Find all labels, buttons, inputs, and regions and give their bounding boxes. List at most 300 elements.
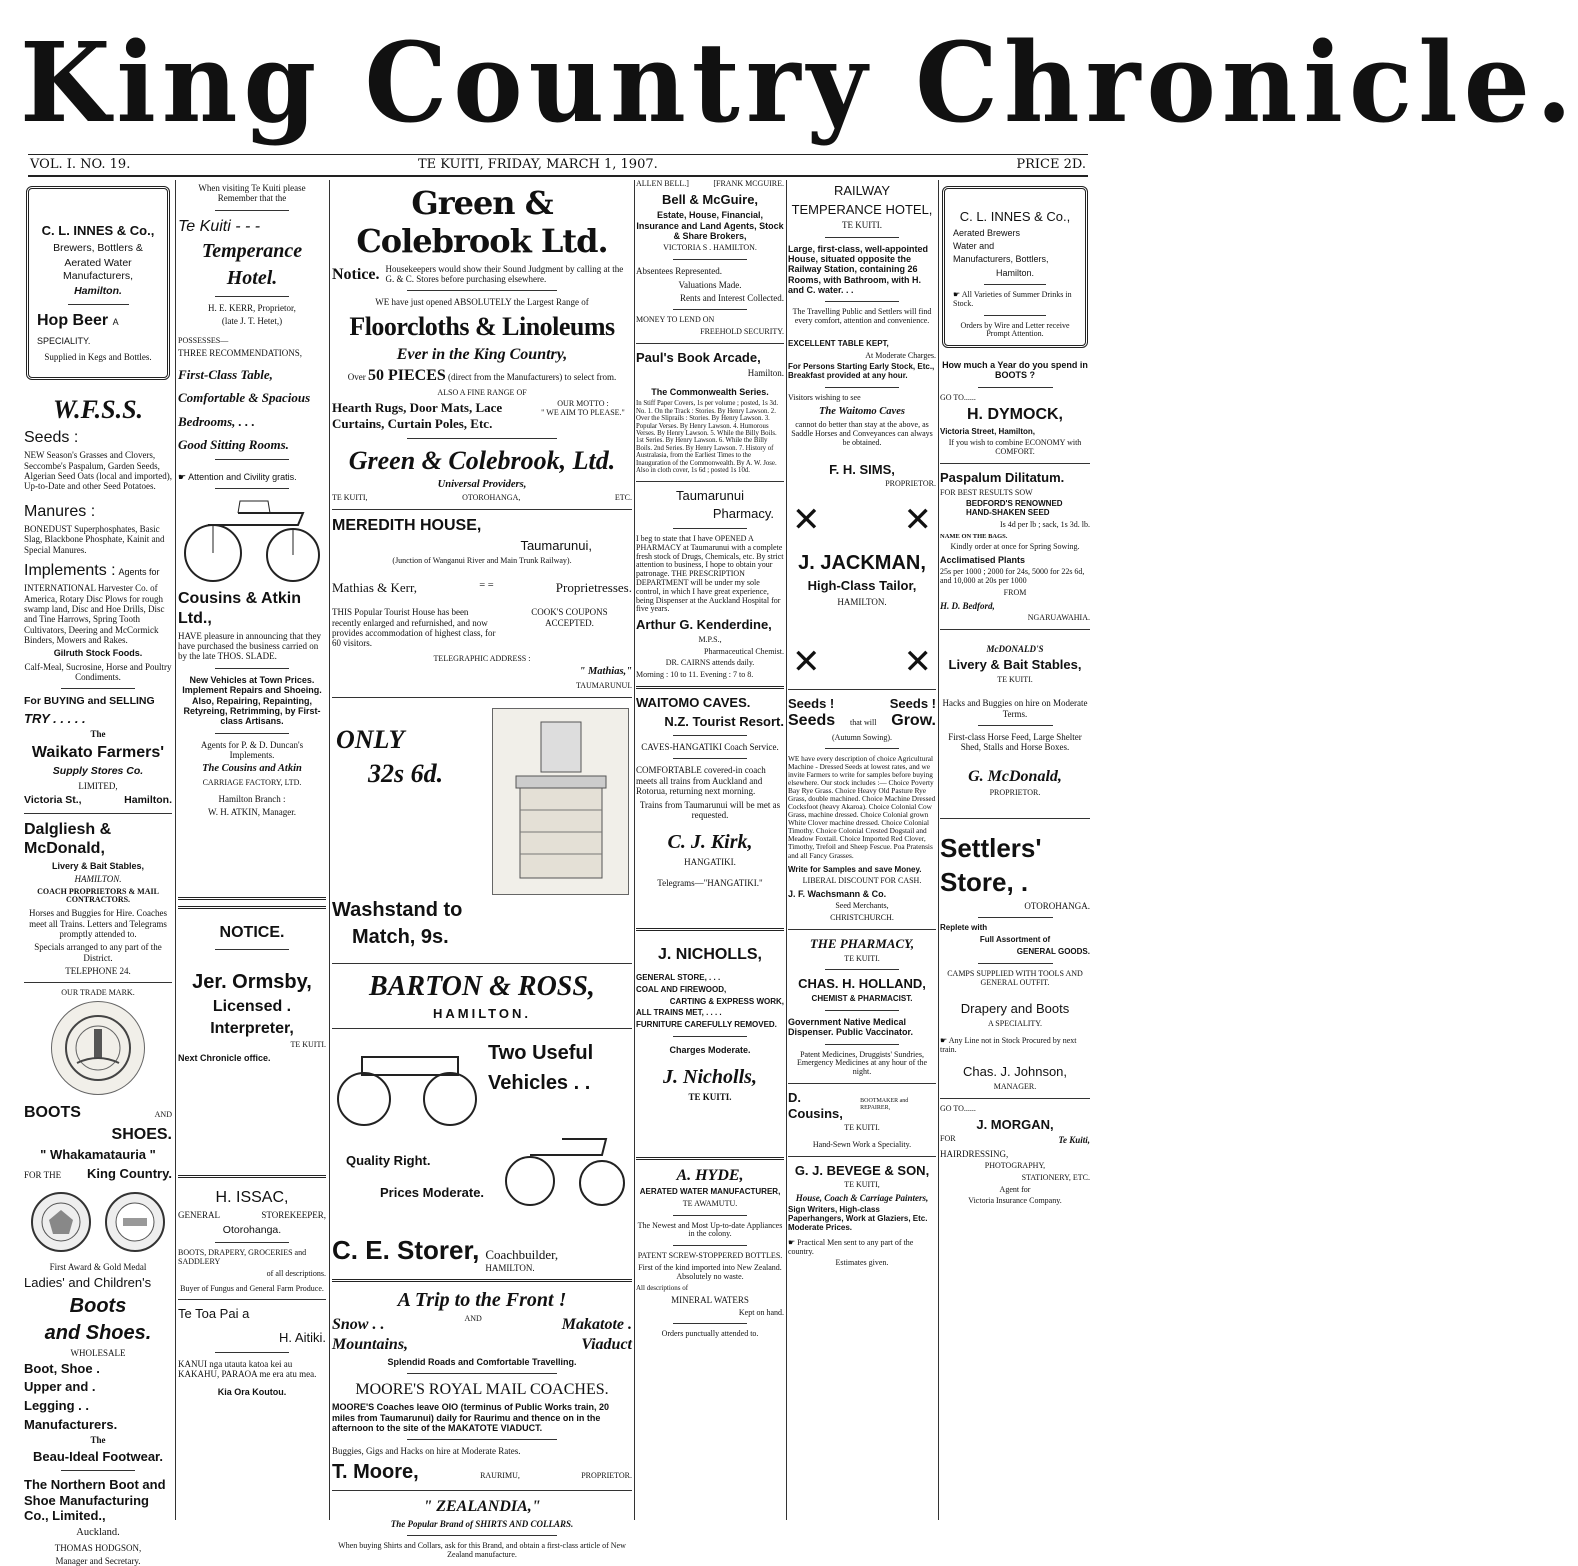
pharmacy-heading: Pharmacy. (712, 506, 774, 522)
go-to-2: GO TO...... (940, 1103, 976, 1113)
barton-ross: BARTON & ROSS, (369, 970, 595, 1002)
coal-firewood: COAL AND FIREWOOD, (636, 984, 727, 994)
dymock-address: Victoria Street, Hamilton, (940, 426, 1035, 436)
ever-king-country: Ever in the King Country, (396, 346, 568, 363)
horses-hire: Horses and Buggies for Hire. Coaches meet all Trains. Letters and Telegrams promptly attended to. (29, 908, 167, 939)
mountains-row: Mountains, Viaduct (332, 1335, 632, 1353)
green-colebrook-title: Green & Colebrook Ltd. (356, 184, 608, 261)
jer-ormsby: Jer. Ormsby, (192, 970, 312, 993)
d-cousins-row: D. Cousins, BOOTMAKER and REPAIRER, (788, 1089, 909, 1121)
mathias-taumarunui: TAUMARUNUI. (575, 681, 632, 691)
hd-bedford: H. D. Bedford, (940, 600, 995, 611)
drapery-boots: Drapery and Boots (960, 1001, 1070, 1017)
shoes-heading: SHOES. (111, 1126, 172, 1144)
medal-icon (29, 1190, 93, 1254)
only-label: ONLY (336, 724, 405, 754)
economy-comfort: If you wish to combine ECONOMY with COMFORT. (948, 438, 1082, 457)
junction: (Junction of Wanganui River and Main Trunk Railway). (392, 555, 572, 565)
next-office: Next Chronicle office. (178, 1052, 271, 1063)
and-shoes-italic: and Shoes. (44, 1321, 152, 1344)
issac-otorohanga: Otorohanga. (222, 1223, 282, 1236)
commonwealth: The Commonwealth Series. (651, 386, 769, 397)
gc-locations: TE KUITI, OTOROHANGA, ETC. (332, 493, 632, 503)
mcd-proprietor: PROPRIETOR. (989, 787, 1041, 797)
meredith-house: MEREDITH HOUSE, (332, 517, 482, 535)
try-line: TRY . . . . . (24, 710, 86, 726)
seed-list: WE have every description of choice Agricultural Machine - Dressed Seeds at lowest rates, and we invite Farmers to write for samples before buying elsewhere. Our stock includes :— Choice Poverty Bay Rye Grass. Choice Heavy Old Pasture Rye Grass, double machined. Choice Machine Dressed Cocksfoot (heavy Akaroa). Choice Colonial Cow Grass, machine dressed. Choice Colonial grown White Clover machine dressed. Choice Colonial Timothy. Choice Colonial Crested Dogstail and Meadow Foxtail. Choice Imported Red Clover, Timothy, Trefoil and Sheep Fescue. Poa Pratensis and all Fancy Grasses. (788, 754, 936, 860)
limited: LIMITED, (78, 780, 118, 791)
bell-mcguire: Bell & McGuire, (661, 191, 759, 207)
implements-text: INTERNATIONAL Harvester Co. of America, Rotary Disc Plows for rough swamp land, Disc and Hoe Drills, Disc and Tine Harrows, Spring Tooth Cultivators, Deering and McCormick Binders, Mowers and Rakes. (24, 583, 165, 645)
buggy-icon (178, 495, 326, 585)
railway-te-kuiti: TE KUITI. (842, 220, 882, 231)
innes-line: Manufacturers, Bottlers, (953, 254, 1049, 265)
king-country-line: FOR THE King Country. (24, 1165, 172, 1181)
whakamatauria: " Whakamatauria " (40, 1147, 156, 1163)
paspalum: Paspalum Dilitatum. (940, 470, 1065, 486)
buggies-gigs: Buggies, Gigs and Hacks on hire at Moderate Rates. (332, 1446, 521, 1457)
morgan-for: FOR Te Kuiti, (940, 1134, 1090, 1146)
orders-wire: Orders by Wire and Letter receive Prompt Attention. (960, 320, 1070, 339)
good-sitting: Good Sitting Rooms. (178, 437, 289, 453)
gc-notice-row (332, 264, 632, 285)
northern-auckland: Auckland. (76, 1526, 120, 1538)
moores-text: MOORE'S Coaches leave OIO (terminus of Public Works train, 20 miles from Taumarunui) daily for Raurimu and thence on in the afternoon to the site of the MAKATOTE VIADUCT. (332, 1402, 610, 1433)
pauls-arcade: Paul's Book Arcade, (636, 349, 761, 365)
floorcloths: Floorcloths & Linoleums (349, 311, 615, 341)
issue-date: TE KUITI, FRIDAY, MARCH 1, 1907. (418, 157, 658, 172)
innes-ad-2 (942, 186, 1088, 348)
pointing-hand-icon: ☛ (788, 1237, 796, 1247)
dymock: H. DYMOCK, (967, 406, 1063, 424)
stationery: STATIONERY, ETC. (1021, 1172, 1090, 1182)
telephone: TELEPHONE 24. (65, 965, 131, 976)
pointing-hand-icon: ☛ (940, 1035, 948, 1045)
excellent-table: EXCELLENT TABLE KEPT, (788, 338, 889, 348)
manufacturers: Manufacturers. (24, 1416, 118, 1432)
carriage-image (178, 495, 326, 585)
vehicles-ad (332, 1035, 632, 1235)
temperance: Temperance (201, 239, 303, 262)
storer-name: C. E. Storer, (332, 1235, 480, 1266)
camps-supplied: CAMPS SUPPLIED WITH TOOLS AND GENERAL OUTFIT. (947, 968, 1083, 987)
of-all-desc: of all descriptions. (266, 1268, 326, 1278)
trade-mark-label: OUR TRADE MARK. (61, 988, 135, 998)
rents: Rents and Interest Collected. (680, 292, 784, 303)
replete: Replete with (940, 923, 988, 933)
gilruth: Gilruth Stock Foods. (53, 648, 143, 659)
dal-livery: Livery & Bait Stables, (51, 860, 145, 871)
column-6 (940, 180, 1090, 1520)
furniture: FURNITURE CAREFULLY REMOVED. (636, 1020, 777, 1030)
mineral-waters: MINERAL WATERS (671, 1295, 749, 1306)
horse-feed: First-class Horse Feed, Large Shelter Shed, Stalls and Horse Boxes. (948, 732, 1082, 753)
kept-on-hand: Kept on hand. (738, 1307, 784, 1317)
victoria-insurance: Victoria Insurance Company. (968, 1196, 1062, 1206)
large-house: Large, first-class, well-appointed House, situated opposite the Railway Station, containing 26 Rooms, with Bathroom, with H. and C. water. . . (788, 243, 929, 295)
trip-front: A Trip to the Front ! (397, 1289, 567, 1312)
manager-secretary: Manager and Secretary. (55, 1555, 141, 1566)
seeds-text: NEW Season's Grasses and Clovers, Seccombe's Paspalum, Garden Seeds, Algerian Seed Oats (local and imported), Up-to-Date and other Seed Potatoes. (24, 450, 172, 492)
aerated-mfr: AERATED WATER MANUFACTURER, (639, 1186, 781, 1196)
upper-and: Upper and . (24, 1379, 96, 1395)
settlers: Settlers' (940, 832, 1042, 863)
govt-dispenser: Government Native Medical Dispenser. Public Vaccinator. (788, 1016, 914, 1038)
innes-line: Hamilton. (995, 267, 1034, 278)
kia-ora: Kia Ora Koutou. (217, 1387, 287, 1398)
legging: Legging . . (24, 1398, 89, 1414)
popular-house: THIS Popular Tourist House has been recently enlarged and refurnished, and now provides accommodation of highest class, for 60 visitors. (332, 607, 496, 649)
innes-line: Water and (953, 240, 995, 251)
issac: H. ISSAC, (215, 1189, 289, 1207)
column-4 (636, 180, 784, 1520)
pharmacy-te-kuiti: TE KUITI. (844, 953, 880, 963)
universal-providers: Universal Providers, (437, 478, 527, 490)
a-speciality: A SPECIALITY. (987, 1019, 1043, 1029)
waikato-farmers: Waikato Farmers' (31, 743, 165, 761)
a-hyde: A. HYDE, (676, 1166, 744, 1184)
cousins-atkin: Cousins & Atkin Ltd., (178, 590, 301, 627)
settlers-otorohanga: OTOROHANGA. (1024, 901, 1090, 912)
seeds-grow-row: Seeds that will Grow. (788, 712, 936, 730)
agent-for: Agent for (999, 1184, 1031, 1194)
dal-hamilton: HAMILTON. (74, 874, 122, 885)
wagon-icon (332, 1039, 482, 1129)
visitors-wishing: Visitors wishing to see (788, 393, 861, 403)
cousins-have: HAVE pleasure in announcing that they have purchased the business carried on by the late THOS. SLADE. (178, 630, 322, 662)
storer-row (332, 1235, 632, 1273)
innes-name: C. L. INNES & Co., (959, 209, 1071, 224)
washstand-price: 32s 6d. (368, 758, 444, 788)
dateline (28, 154, 1088, 177)
nicholls-te-kuiti: TE KUITI. (688, 1092, 732, 1103)
telegraphic-label: TELEGRAPHIC ADDRESS : (433, 653, 531, 663)
holland: CHAS. H. HOLLAND, (798, 976, 926, 992)
pauls-hamilton: Hamilton. (747, 368, 784, 379)
persons-starting: For Persons Starting Early Stock, Etc., Breakfast provided at any hour. (788, 362, 935, 381)
full-assortment: Full Assortment of (979, 935, 1051, 945)
estimates-given: Estimates given. (835, 1258, 889, 1268)
store: Store, . (940, 866, 1029, 897)
trade-mark-image (51, 1001, 145, 1095)
j-morgan: J. MORGAN, (976, 1116, 1054, 1132)
storer-title: Coachbuilder, HAMILTON. (485, 1247, 559, 1273)
te-awamutu: TE AWAMUTU. (682, 1198, 738, 1208)
kenderdine: Arthur G. Kenderdine, (636, 617, 772, 633)
licensed: Licensed . (212, 997, 292, 1015)
waikato-address: Victoria St., Hamilton. (24, 793, 172, 806)
practical-men: ☛ Practical Men sent to any part of the country. (788, 1237, 914, 1256)
issue-price: PRICE 2D. (1016, 157, 1086, 172)
cross-icon: ✕ (903, 500, 932, 541)
bell-names: ALLEN BELL.] [FRANK MCGUIRE. (636, 179, 784, 188)
absentees: Absentees Represented. (636, 266, 722, 277)
meredith-taumarunui: Taumarunui, (520, 538, 592, 554)
all-descriptions: All descriptions of (636, 1283, 689, 1292)
meredith-body (332, 607, 632, 648)
volume-number: VOL. I. NO. 19. (30, 157, 131, 172)
notice-heading: NOTICE. (219, 924, 285, 942)
the-pharmacy: THE PHARMACY, (809, 936, 915, 952)
thomas-hodgson: THOMAS HODGSON, (54, 1542, 142, 1553)
kanui: KANUI nga utauta katoa kei au KAKAHU, PARAOA me era atu mea. (178, 1358, 317, 1379)
hours: Morning : 10 to 11. Evening : 7 to 8. (636, 670, 754, 680)
patent-medicines: Patent Medicines, Druggists' Sundries, Emergency Medicines at any hour of the night. (796, 1049, 928, 1077)
column-3 (332, 180, 632, 1559)
jackman-hamilton: HAMILTON. (837, 596, 887, 607)
cannot-do-better: cannot do better than stay at the above, as Saddle Horses and Conveyances can always be obtained. (791, 420, 933, 448)
wachsmann: J. F. Wachsmann & Co. (788, 889, 887, 900)
cj-kirk: C. J. Kirk, (667, 831, 753, 854)
bedrooms: Bedrooms, . . . (178, 413, 255, 429)
liberal-discount: LIBERAL DISCOUNT FOR CASH. (802, 876, 922, 886)
vehicles-label: Vehicles . . (488, 1072, 591, 1095)
gc-ltd: Green & Colebrook, Ltd. (348, 445, 616, 475)
all-trains: ALL TRAINS MET, . . . . (636, 1008, 722, 1018)
gc-motto: OUR MOTTO : " WE AIM TO PLEASE." (541, 399, 625, 418)
comfortable-coach: COMFORTABLE covered-in coach meets all trains from Auckland and Rotorua, returning next morning. (636, 765, 766, 797)
crosses-bottom (788, 610, 936, 683)
boots-shoes-heading: BOOTS AND (24, 1104, 172, 1122)
orders-punctually: Orders punctually attended to. (661, 1329, 759, 1339)
buyer-fungus: Buyer of Fungus and General Farm Produce. (180, 1283, 324, 1293)
coach-proprietors: COACH PROPRIETORS & MAIL CONTRACTORS. (37, 886, 159, 905)
johnson-manager: MANAGER. (993, 1082, 1037, 1092)
waikato-the: The (90, 729, 106, 740)
zealandia-note: When buying Shirts and Collars, ask for this Brand, and obtain a first-class article of New Zealand manufacture. (338, 1541, 626, 1559)
comfortable: Comfortable & Spacious (178, 390, 311, 406)
washstand-to: Washstand to (332, 898, 463, 921)
kirk-hangatiki: HANGATIKI. (684, 857, 736, 868)
fh-sims: F. H. SIMS, (829, 461, 895, 477)
fine-range: ALSO A FINE RANGE OF (437, 387, 527, 397)
medal-icon (103, 1190, 167, 1254)
two-useful: Two Useful (488, 1042, 594, 1065)
buggy-icon (502, 1111, 630, 1211)
supply-stores: Supply Stores Co. (52, 764, 144, 777)
livery-bait: Livery & Bait Stables, (948, 657, 1082, 672)
chest-of-drawers-icon (506, 716, 616, 886)
high-class-tailor: High-Class Tailor, (807, 578, 917, 593)
barton-hamilton: HAMILTON. (432, 1006, 531, 1022)
innes-line: Hamilton. (74, 285, 122, 298)
pointing-hand-icon: ☛ (178, 472, 187, 483)
snow-row: Snow . . AND Makatote . (332, 1314, 632, 1334)
moores-coaches: MOORE'S ROYAL MAIL COACHES. (355, 1381, 609, 1399)
dalgliesh: Dalgliesh & McDonald, (24, 820, 112, 857)
gc-notice-text: Housekeepers would show their Sound Judgment by calling at the G. & C. Stores before purchasing elsewhere. (385, 263, 624, 285)
column-1 (24, 180, 172, 1566)
seeds-heading: Seeds : (24, 429, 79, 447)
carriage-factory: CARRIAGE FACTORY, LTD. (202, 777, 302, 787)
waitomo-caves-heading: The Waitomo Caves (819, 405, 905, 417)
column-5 (788, 180, 936, 1520)
waitomo-caves: WAITOMO CAVES. (636, 694, 751, 710)
possesses: POSSESSES— (178, 335, 229, 345)
innes-line: Aerated Brewers (953, 227, 1021, 238)
gc-opened: WE have just opened ABSOLUTELY the Largest Range of (375, 297, 589, 308)
tourist-resort: N.Z. Tourist Resort. (664, 713, 784, 729)
g-mcdonald: G. McDonald, (968, 767, 1062, 785)
charges-moderate: Charges Moderate. (669, 1045, 751, 1056)
seeds-row: Seeds ! Seeds ! (788, 695, 936, 711)
hotel: Hotel. (226, 266, 278, 289)
boot-shoe: Boot, Shoe . (24, 1360, 100, 1376)
nicholls: J. NICHOLLS, (657, 945, 762, 963)
seed-merchants: Seed Merchants, (835, 901, 889, 911)
manures-text: BONEDUST Superphosphates, Basic Slag, Blackbone Phosphate, Kainit and Special Manures. (24, 523, 165, 555)
masthead-title: King Country Chronicle. (20, 17, 1578, 148)
innes-line: Supplied in Kegs and Bottles. (44, 352, 152, 363)
hand-sewn: Hand-Sewn Work a Speciality. (812, 1139, 912, 1149)
go-to: GO TO...... (940, 392, 976, 402)
how-much-boots: How much a Year do you spend in BOOTS ? (942, 360, 1088, 381)
mathias-address: " Mathias," (579, 666, 632, 678)
summer-drinks: ☛ All Varieties of Summer Drinks in Stock. (953, 289, 1072, 308)
chas-johnson: Chas. J. Johnson, (962, 1064, 1068, 1080)
attention: ☛ Attention and Civility gratis. (178, 472, 297, 483)
kirk-telegrams: Telegrams—"HANGATIKI." (657, 877, 763, 888)
ormsby-te-kuiti: TE KUITI. (290, 1039, 326, 1049)
pharmacy-text: I beg to state that I have OPENED A PHARMACY at Taumarunui with a complete fresh stock of Drugs, Chemicals, etc. By strict attention to business, I hope to obtain your patronage. THE PRESCRIPTION DEPARTMENT will be under my sole control, in which I have great experience, being Dispenser at the Auckland Hospital for five years. (636, 534, 784, 614)
chemist-pharmacist: CHEMIST & PHARMACIST. (811, 994, 913, 1004)
innes-ad (26, 186, 170, 380)
trains-met: Trains from Taumarunui will be met as requested. (639, 799, 781, 820)
kindly-order: Kindly order at once for Spring Sowing. (950, 541, 1080, 551)
bevege: G. J. BEVEGE & SON, (794, 1162, 930, 1178)
sims-proprietor: PROPRIETOR. (885, 479, 936, 489)
cooks-coupons: COOK'S COUPONS ACCEPTED. (531, 607, 608, 628)
hearth-row (332, 400, 632, 431)
specials: Specials arranged to any part of the District. (34, 942, 162, 963)
match-price: Match, 9s. (352, 925, 449, 948)
mps: M.P.S., (698, 634, 722, 644)
award-medals (24, 1190, 172, 1254)
boots-drapery: BOOTS, DRAPERY, GROCERIES and SADDLERY (178, 1248, 307, 1266)
hairdressing: HAIRDRESSING, (940, 1148, 1009, 1159)
general-goods: GENERAL GOODS. (1016, 947, 1090, 957)
bevege-te-kuiti: TE KUITI, (844, 1180, 880, 1190)
mcdonalds: McDONALD'S (986, 643, 1044, 654)
cousins-te-kuiti: TE KUITI. (844, 1123, 880, 1133)
column-2 (178, 180, 326, 1520)
prices-moderate: Prices Moderate. (380, 1185, 485, 1201)
name-on-bags: NAME ON THE BAGS. (940, 532, 1008, 540)
ngaruawahia: NGARUAWAHIA. (1027, 612, 1090, 622)
te-kuiti-line: Te Kuiti - - - (178, 217, 261, 235)
the-label: The (90, 1435, 106, 1446)
cross-icon: ✕ (903, 641, 932, 682)
wholesale: WHOLESALE (70, 1347, 126, 1358)
photography: PHOTOGRAPHY, (984, 1160, 1046, 1170)
manures-heading: Manures : (24, 502, 96, 520)
beau-ideal: Beau-Ideal Footwear. (32, 1448, 164, 1464)
dr-cairns: DR. CAIRNS attends daily. (665, 658, 755, 668)
christchurch: CHRISTCHURCH. (830, 913, 894, 923)
sign-writers: Sign Writers, High-class Paperhangers, Work at Glaziers, Etc. Moderate Prices. (788, 1205, 928, 1233)
atkin-manager: W. H. ATKIN, Manager. (208, 806, 296, 817)
northern-boot: The Northern Boot and Shoe Manufacturing Co., Limited., (24, 1477, 166, 1524)
bell-estate: Estate, House, Financial, Insurance and Land Agents, Stock & Share Brokers, (636, 210, 784, 242)
quality-right: Quality Right. (346, 1153, 431, 1169)
washstand-ad (332, 704, 632, 894)
splendid-roads: Splendid Roads and Comfortable Travelling. (387, 1356, 577, 1367)
innes-name: C. L. INNES & Co., (41, 223, 155, 238)
carting: CARTING & EXPRESS WORK, (669, 996, 784, 1006)
new-vehicles: New Vehicles at Town Prices. Implement Repairs and Shoeing. Also, Repairing, Repainting, Retyreing, Retrimming, by First-class Artisans. (182, 674, 322, 727)
zealandia: " ZEALANDIA," (423, 1497, 541, 1515)
visiting-note: When visiting Te Kuiti please Remember that the (198, 183, 306, 204)
implements-heading: Implements : Agents for (24, 561, 160, 579)
house-painters: House, Coach & Carriage Painters, (795, 1193, 929, 1204)
general-store: GENERAL STORE, . . . (636, 973, 721, 983)
fifty-pieces-line: Over 50 PIECES (direct from the Manufacturers) to select from. (347, 367, 617, 385)
bell-victoria: VICTORIA S . HAMILTON. (663, 243, 757, 253)
travelling-public: The Travelling Public and Settlers will find every comfort, attention and convenience. (792, 307, 932, 326)
any-line: ☛ Any Line not in Stock Procured by next train. (940, 1035, 1077, 1054)
branch: Hamilton Branch : (218, 793, 286, 804)
jackman: J. JACKMAN, (798, 552, 926, 574)
buying-selling: For BUYING and SELLING (24, 695, 155, 708)
first-award: First Award & Gold Medal (49, 1261, 147, 1272)
innes-line: Aerated Water Manufacturers, (62, 257, 134, 282)
zealandia-brand: The Popular Brand of SHIRTS AND COLLARS. (390, 1518, 574, 1529)
temperance-hotel: TEMPERANCE HOTEL, (791, 201, 933, 217)
pointing-hand-icon: ☛ (953, 289, 961, 299)
kerr: H. E. KERR, Proprietor, (208, 302, 296, 313)
autumn-sowing: (Autumn Sowing). (832, 732, 892, 742)
railway: RAILWAY (833, 183, 891, 198)
mathias-row: Mathias & Kerr, = = Proprietresses. (332, 579, 632, 595)
te-toa: Te Toa Pai a (178, 1306, 250, 1322)
hop-beer: Hop Beer A SPECIALITY. (37, 311, 119, 347)
best-results: FOR BEST RESULTS SOW (940, 487, 1033, 497)
commonwealth-list: In Stiff Paper Covers, 1s per volume ; posted, 1s 3d. No. 1. On the Track : Stories. By Henry Lawson. 2. Over the Sliprails : Stories. By Henry Lawson. 3. Popular Verses. By Henry Lawson. 4. Humorous Verses. By Henry Lawson. 5. While the Billy Boils. 1st Series. By Henry Lawson. 6. While the Billy Boils. 2nd Series. By Henry Lawson. 7. History of Australasia, from the Earliest Times to the Inauguration of the Commonwealth. By A. W. Jose. Also in cloth cover, 1s 6d ; posted 1s 10d. (636, 400, 779, 475)
hearth-rugs: Hearth Rugs, Door Mats, Lace Curtains, Curtain Poles, Etc. (332, 400, 503, 431)
patent-bottles: PATENT SCREW-STOPPERED BOTTLES. (637, 1251, 783, 1261)
newest-appliances: The Newest and Most Up-to-date Appliances in the colony. (637, 1220, 783, 1239)
issac-general: GENERAL STOREKEEPER, (178, 1210, 326, 1221)
calf-meal: Calf-Meal, Sucrosine, Horse and Poultry Condiments. (24, 661, 172, 682)
moderate-charges: At Moderate Charges. (865, 350, 936, 360)
from-label: FROM (1003, 587, 1027, 597)
mcd-te-kuiti: TE KUITI. (997, 674, 1033, 684)
boots-italic: Boots (69, 1294, 127, 1317)
seed-price: Is 4d per lb ; sack, 1s 3d. lb. (1000, 520, 1090, 530)
pharmaceutical-chemist: Pharmaceutical Chemist. (704, 646, 784, 656)
first-of-kind: First of the kind imported into New Zealand. Absolutely no waste. (638, 1262, 782, 1281)
interpreter: Interpreter, (210, 1019, 294, 1037)
aitiki: H. Aitiki. (279, 1329, 326, 1345)
bedfords-seed: BEDFORD'S RENOWNED HAND-SHAKEN SEED (966, 499, 1063, 518)
j-nicholls: J. Nicholls, (663, 1066, 757, 1089)
valuations: Valuations Made. (678, 279, 742, 290)
tmoore-row: T. Moore, RAURIMU, PROPRIETOR. (332, 1460, 632, 1483)
agents-duncan: Agents for P. & D. Duncan's Implements. (200, 739, 304, 760)
crosses-top (788, 492, 936, 541)
wfss-title: W.F.S.S. (52, 395, 144, 424)
acclimatised: Acclimatised Plants (940, 554, 1026, 565)
hacks-buggies: Hacks and Buggies on hire on Moderate Terms. (942, 698, 1088, 719)
cousins-atkin-factory: The Cousins and Atkin (202, 763, 302, 775)
first-class-table: First-Class Table, (178, 366, 273, 382)
money-lend: MONEY TO LEND ON (636, 315, 715, 325)
gc-notice-label: Notice. (332, 265, 380, 283)
three-rec: THREE RECOMMENDATIONS, (178, 348, 303, 359)
washstand-image (492, 708, 629, 895)
caves-coach: CAVES-HANGATIKI Coach Service. (641, 742, 779, 753)
late-hetet: (late J. T. Hetet,) (221, 316, 283, 327)
